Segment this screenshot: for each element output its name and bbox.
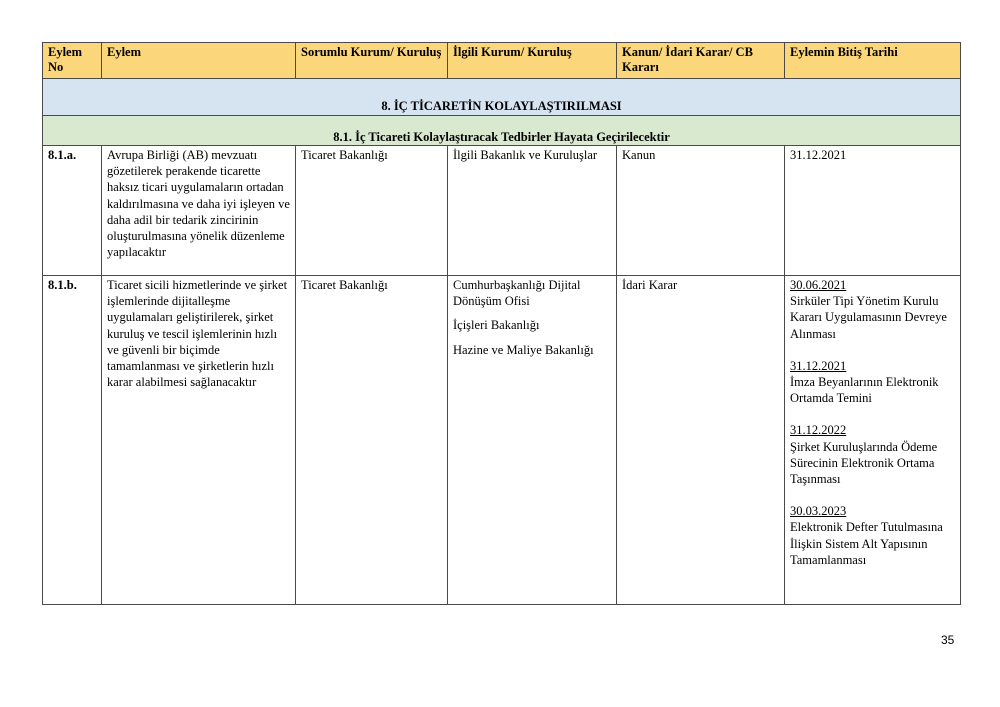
ilgili-item: İçişleri Bakanlığı bbox=[453, 318, 540, 333]
col-header-bitis: Eylemin Bitiş Tarihi bbox=[785, 43, 961, 79]
row-ilgili bbox=[448, 276, 617, 605]
col-header-kanun: Kanun/ İdari Karar/ CB Kararı bbox=[617, 43, 785, 79]
milestone-text: İmza Beyanlarının Elektronik Ortamda Temini bbox=[790, 375, 939, 406]
row-eylem: Avrupa Birliği (AB) mevzuatı gözetilerek perakende ticarette haksız ticari uygulamaların ortadan kaldırılmasına ve daha iyi işleyen ve daha adil bir tedarik zincirinin oluşturulmasına yönelik düzenleme yapılacaktır bbox=[102, 146, 296, 276]
row-bitis: 31.12.2021 bbox=[785, 146, 961, 276]
ilgili-item: İlgili Bakanlık ve Kuruluşlar bbox=[453, 148, 598, 162]
col-header-eylem-no: Eylem No bbox=[43, 43, 102, 79]
table-row bbox=[43, 276, 961, 605]
row-sorumlu: Ticaret Bakanlığı bbox=[296, 146, 448, 276]
row-kanun: Kanun bbox=[617, 146, 785, 276]
milestone bbox=[790, 358, 955, 407]
milestone-date: 30.03.2023 bbox=[790, 504, 847, 519]
row-sorumlu: Ticaret Bakanlığı bbox=[296, 276, 448, 605]
milestone-text: Şirket Kuruluşlarında Ödeme Sürecinin Elektronik Ortama Taşınması bbox=[790, 439, 938, 487]
section-row bbox=[43, 79, 961, 116]
ilgili-item: Cumhurbaşkanlığı Dijital Dönüşüm Ofisi bbox=[453, 278, 581, 309]
row-ilgili bbox=[448, 146, 617, 276]
section-title: 8. İÇ TİCARETİN KOLAYLAŞTIRILMASI bbox=[43, 79, 961, 116]
header-row bbox=[43, 43, 961, 79]
milestone bbox=[790, 422, 955, 487]
milestone-date: 31.12.2022 bbox=[790, 423, 847, 438]
row-number: 8.1.a. bbox=[43, 146, 102, 276]
milestone bbox=[790, 277, 955, 342]
table-row bbox=[43, 146, 961, 276]
row-eylem: Ticaret sicili hizmetlerinde ve şirket işlemlerinde dijitalleşme uygulamaları geliştirilerek, şirket kuruluş ve tescil işlemlerinin hızlı ve güvenli bir biçimde tamamlanması ve şirketlerin hızlı karar alabilmesi sağlanacaktır bbox=[102, 276, 296, 605]
subsection-title: 8.1. İç Ticareti Kolaylaştıracak Tedbirler Hayata Geçirilecektir bbox=[43, 116, 961, 146]
action-plan-table bbox=[42, 42, 961, 605]
row-number: 8.1.b. bbox=[43, 276, 102, 605]
ilgili-item: Hazine ve Maliye Bakanlığı bbox=[453, 342, 594, 357]
col-header-eylem: Eylem bbox=[102, 43, 296, 79]
col-header-ilgili: İlgili Kurum/ Kuruluş bbox=[448, 43, 617, 79]
milestone-date: 31.12.2021 bbox=[790, 358, 847, 373]
row-kanun: İdari Karar bbox=[617, 276, 785, 605]
milestone-date: 30.06.2021 bbox=[790, 278, 847, 292]
col-header-sorumlu: Sorumlu Kurum/ Kuruluş bbox=[296, 43, 448, 79]
row-bitis bbox=[785, 276, 961, 605]
milestone-text: Elektronik Defter Tutulmasına İlişkin Sistem Alt Yapısının Tamamlanması bbox=[790, 520, 943, 567]
page-number: 35 bbox=[941, 633, 955, 647]
milestone bbox=[790, 503, 955, 568]
milestone-text: Sirküler Tipi Yönetim Kurulu Kararı Uygulamasının Devreye Alınması bbox=[790, 294, 947, 341]
subsection-row bbox=[43, 116, 961, 146]
